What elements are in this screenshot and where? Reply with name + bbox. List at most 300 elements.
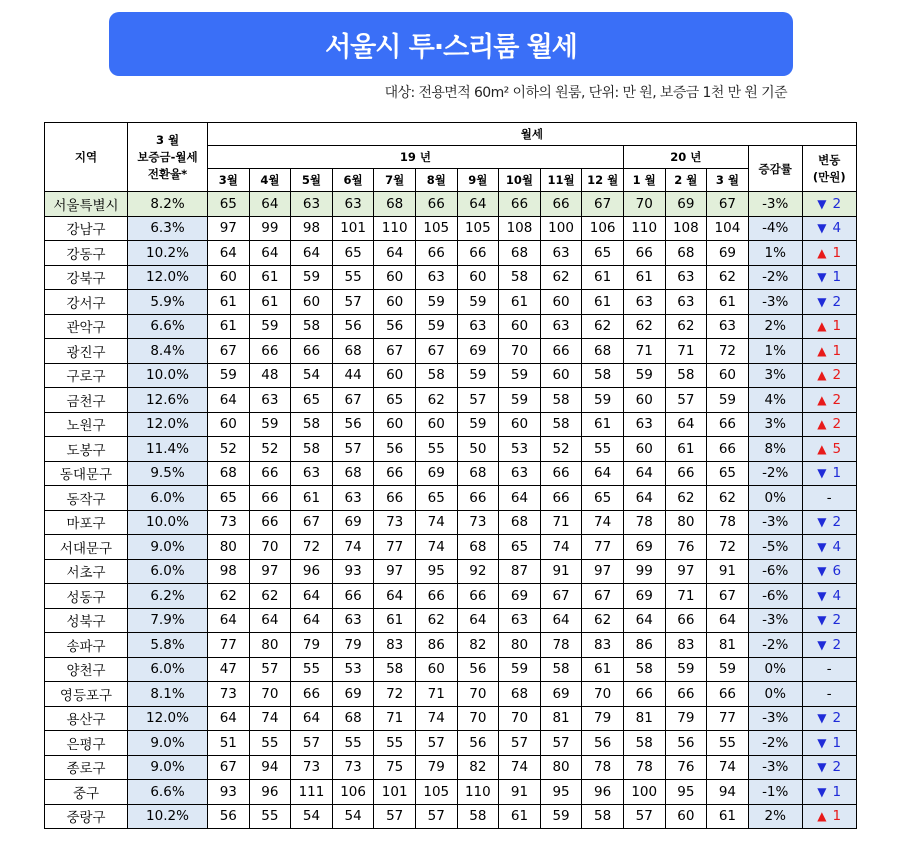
rent-value-cell: 56 <box>374 314 416 339</box>
header-month: 10월 <box>499 169 541 192</box>
rent-value-cell: 78 <box>540 633 582 658</box>
header-month: 9월 <box>457 169 499 192</box>
delta-value: 2 <box>832 710 842 727</box>
conversion-rate-cell: 6.2% <box>128 584 208 609</box>
region-cell: 서울특별시 <box>45 192 128 217</box>
header-month: 6월 <box>332 169 374 192</box>
change-rate-cell: -3% <box>748 755 802 780</box>
rent-value-cell: 58 <box>291 437 333 462</box>
table-row <box>45 314 857 339</box>
rent-value-cell: 77 <box>208 633 250 658</box>
delta-cell <box>802 265 856 290</box>
rent-value-cell: 66 <box>540 339 582 364</box>
rent-value-cell: 73 <box>208 510 250 535</box>
table-row <box>45 804 857 829</box>
rent-value-cell: 60 <box>623 388 665 413</box>
rent-value-cell: 61 <box>623 265 665 290</box>
rent-value-cell: 59 <box>707 657 749 682</box>
rent-value-cell: 68 <box>499 510 541 535</box>
region-cell: 마포구 <box>45 510 128 535</box>
conversion-rate-cell: 9.0% <box>128 755 208 780</box>
rent-value-cell: 52 <box>208 437 250 462</box>
region-cell: 서초구 <box>45 559 128 584</box>
rent-value-cell: 63 <box>291 461 333 486</box>
rent-value-cell: 63 <box>332 192 374 217</box>
rent-value-cell: 57 <box>540 731 582 756</box>
rent-value-cell: 64 <box>540 608 582 633</box>
rent-value-cell: 78 <box>623 755 665 780</box>
rent-value-cell: 63 <box>623 290 665 315</box>
table-row <box>45 535 857 560</box>
change-rate-cell: 4% <box>748 388 802 413</box>
rent-value-cell: 72 <box>374 682 416 707</box>
change-rate-cell: -3% <box>748 706 802 731</box>
rent-value-cell: 48 <box>249 363 291 388</box>
rent-value-cell: 80 <box>249 633 291 658</box>
delta-cell <box>802 486 856 511</box>
region-cell: 금천구 <box>45 388 128 413</box>
rent-value-cell: 74 <box>540 535 582 560</box>
region-cell: 은평구 <box>45 731 128 756</box>
delta-cell <box>802 755 856 780</box>
header-delta <box>802 146 856 192</box>
rent-value-cell: 73 <box>457 510 499 535</box>
change-rate-cell: 3% <box>748 363 802 388</box>
rent-value-cell: 73 <box>291 755 333 780</box>
conversion-rate-cell: 8.4% <box>128 339 208 364</box>
rent-value-cell: 60 <box>415 412 457 437</box>
rent-value-cell: 66 <box>291 682 333 707</box>
rent-value-cell: 54 <box>332 804 374 829</box>
rent-value-cell: 69 <box>457 339 499 364</box>
rent-value-cell: 58 <box>623 657 665 682</box>
rent-value-cell: 67 <box>291 510 333 535</box>
rent-value-cell: 62 <box>665 314 707 339</box>
rent-value-cell: 61 <box>582 265 624 290</box>
change-rate-cell: 0% <box>748 657 802 682</box>
rent-value-cell: 106 <box>332 780 374 805</box>
table-row <box>45 461 857 486</box>
rent-value-cell: 56 <box>208 804 250 829</box>
table-row <box>45 486 857 511</box>
rent-value-cell: 60 <box>499 412 541 437</box>
conversion-rate-cell: 10.2% <box>128 241 208 266</box>
rent-value-cell: 64 <box>623 461 665 486</box>
rent-value-cell: 59 <box>457 290 499 315</box>
header-delta-line2: (만원) <box>812 169 846 184</box>
delta-value: - <box>826 685 832 702</box>
delta-value: 1 <box>832 244 842 261</box>
rent-value-cell: 69 <box>332 682 374 707</box>
delta-cell <box>802 290 856 315</box>
rent-value-cell: 62 <box>582 608 624 633</box>
rent-value-cell: 65 <box>415 486 457 511</box>
rent-value-cell: 81 <box>707 633 749 658</box>
rent-value-cell: 67 <box>582 192 624 217</box>
delta-value: 1 <box>832 465 842 482</box>
rent-value-cell: 60 <box>208 412 250 437</box>
rent-value-cell: 64 <box>291 706 333 731</box>
rent-value-cell: 78 <box>623 510 665 535</box>
page-title: 서울시 투·스리룸 월세 <box>325 31 577 63</box>
triangle-down-icon: ▼ <box>817 637 827 652</box>
rent-value-cell: 63 <box>707 314 749 339</box>
table-row <box>45 216 857 241</box>
region-cell: 성북구 <box>45 608 128 633</box>
delta-cell <box>802 608 856 633</box>
rent-value-cell: 61 <box>707 290 749 315</box>
rent-value-cell: 79 <box>665 706 707 731</box>
table-row <box>45 657 857 682</box>
rent-value-cell: 69 <box>707 241 749 266</box>
region-cell: 양천구 <box>45 657 128 682</box>
rent-value-cell: 58 <box>457 804 499 829</box>
delta-value: 1 <box>832 783 842 800</box>
rent-value-cell: 64 <box>291 241 333 266</box>
conversion-rate-cell: 11.4% <box>128 437 208 462</box>
change-rate-cell: 1% <box>748 339 802 364</box>
delta-value: - <box>826 489 832 506</box>
change-rate-cell: 1% <box>748 241 802 266</box>
rent-value-cell: 66 <box>249 486 291 511</box>
region-cell: 동대문구 <box>45 461 128 486</box>
rent-value-cell: 58 <box>665 363 707 388</box>
rent-value-cell: 56 <box>665 731 707 756</box>
rent-value-cell: 61 <box>582 290 624 315</box>
rent-value-cell: 64 <box>208 241 250 266</box>
rent-value-cell: 67 <box>374 339 416 364</box>
rent-value-cell: 77 <box>374 535 416 560</box>
rent-value-cell: 66 <box>623 682 665 707</box>
conversion-rate-cell: 12.6% <box>128 388 208 413</box>
rent-value-cell: 50 <box>457 437 499 462</box>
rent-value-cell: 95 <box>665 780 707 805</box>
conversion-rate-cell: 5.8% <box>128 633 208 658</box>
rent-value-cell: 69 <box>499 584 541 609</box>
rent-value-cell: 59 <box>499 363 541 388</box>
rent-value-cell: 106 <box>582 216 624 241</box>
triangle-down-icon: ▼ <box>817 515 827 530</box>
rent-value-cell: 64 <box>582 461 624 486</box>
conversion-rate-cell: 6.3% <box>128 216 208 241</box>
rent-value-cell: 83 <box>582 633 624 658</box>
rent-value-cell: 59 <box>208 363 250 388</box>
rent-value-cell: 59 <box>415 290 457 315</box>
rent-value-cell: 86 <box>415 633 457 658</box>
header-delta-line1: 변동 <box>818 152 841 167</box>
header-change-rate: 증감률 <box>748 146 802 192</box>
rent-value-cell: 64 <box>208 706 250 731</box>
rent-value-cell: 63 <box>332 608 374 633</box>
rent-value-cell: 65 <box>582 241 624 266</box>
rent-value-cell: 110 <box>374 216 416 241</box>
conversion-rate-cell: 8.1% <box>128 682 208 707</box>
rent-value-cell: 67 <box>332 388 374 413</box>
change-rate-cell: 2% <box>748 804 802 829</box>
triangle-down-icon: ▼ <box>817 564 827 579</box>
rent-value-cell: 57 <box>623 804 665 829</box>
rent-value-cell: 72 <box>707 339 749 364</box>
rent-value-cell: 56 <box>374 437 416 462</box>
region-cell: 강동구 <box>45 241 128 266</box>
change-rate-cell: -3% <box>748 192 802 217</box>
conversion-rate-cell: 9.0% <box>128 535 208 560</box>
rent-value-cell: 56 <box>582 731 624 756</box>
rent-value-cell: 62 <box>582 314 624 339</box>
rent-value-cell: 63 <box>249 388 291 413</box>
rent-value-cell: 80 <box>499 633 541 658</box>
rent-value-cell: 60 <box>540 363 582 388</box>
rent-value-cell: 57 <box>374 804 416 829</box>
rent-value-cell: 58 <box>540 657 582 682</box>
region-cell: 종로구 <box>45 755 128 780</box>
subtitle-note: 대상: 전용면적 60m² 이하의 원룸, 단위: 만 원, 보증금 1천 만 원 기준 <box>384 85 787 101</box>
delta-value: 1 <box>832 318 842 335</box>
rent-value-cell: 64 <box>249 608 291 633</box>
table-row <box>45 755 857 780</box>
delta-cell <box>802 584 856 609</box>
rent-value-cell: 66 <box>707 682 749 707</box>
conversion-rate-cell: 7.9% <box>128 608 208 633</box>
delta-cell <box>802 780 856 805</box>
conversion-rate-cell: 10.0% <box>128 510 208 535</box>
delta-cell <box>802 657 856 682</box>
rent-value-cell: 97 <box>249 559 291 584</box>
rent-value-cell: 110 <box>623 216 665 241</box>
table-row <box>45 265 857 290</box>
rent-value-cell: 92 <box>457 559 499 584</box>
rent-value-cell: 64 <box>374 584 416 609</box>
rent-value-cell: 73 <box>374 510 416 535</box>
region-cell: 동작구 <box>45 486 128 511</box>
header-month: 3월 <box>208 169 250 192</box>
rent-value-cell: 83 <box>665 633 707 658</box>
change-rate-cell: -1% <box>748 780 802 805</box>
delta-value: 5 <box>832 440 842 457</box>
delta-value: 4 <box>832 538 842 555</box>
header-rent: 월세 <box>208 123 857 146</box>
rent-value-cell: 61 <box>582 657 624 682</box>
change-rate-cell: 3% <box>748 412 802 437</box>
rent-value-cell: 70 <box>249 535 291 560</box>
rent-value-cell: 80 <box>540 755 582 780</box>
rent-value-cell: 68 <box>374 192 416 217</box>
delta-cell <box>802 682 856 707</box>
table-row <box>45 584 857 609</box>
rent-value-cell: 54 <box>291 804 333 829</box>
rent-value-cell: 86 <box>623 633 665 658</box>
rent-value-cell: 66 <box>665 682 707 707</box>
triangle-up-icon: ▲ <box>817 343 827 358</box>
rent-value-cell: 62 <box>665 486 707 511</box>
delta-value: 2 <box>832 636 842 653</box>
rent-value-cell: 62 <box>415 608 457 633</box>
rent-value-cell: 56 <box>457 657 499 682</box>
delta-value: - <box>826 661 832 678</box>
rent-value-cell: 61 <box>499 804 541 829</box>
rent-value-cell: 67 <box>208 339 250 364</box>
rent-value-cell: 72 <box>291 535 333 560</box>
rent-value-cell: 98 <box>208 559 250 584</box>
rent-value-cell: 74 <box>415 510 457 535</box>
region-cell: 도봉구 <box>45 437 128 462</box>
rent-value-cell: 74 <box>582 510 624 535</box>
header-month: 8월 <box>415 169 457 192</box>
rent-value-cell: 68 <box>665 241 707 266</box>
rent-value-cell: 66 <box>707 412 749 437</box>
rent-value-cell: 67 <box>415 339 457 364</box>
triangle-down-icon: ▼ <box>817 588 827 603</box>
rent-value-cell: 96 <box>291 559 333 584</box>
rent-value-cell: 63 <box>665 265 707 290</box>
rent-value-cell: 59 <box>623 363 665 388</box>
header-month: 3 월 <box>707 169 749 192</box>
rent-value-cell: 64 <box>249 241 291 266</box>
rent-value-cell: 67 <box>208 755 250 780</box>
delta-value: 4 <box>832 220 842 237</box>
rent-value-cell: 57 <box>665 388 707 413</box>
rent-value-cell: 61 <box>249 265 291 290</box>
rent-value-cell: 71 <box>665 339 707 364</box>
conversion-rate-cell: 6.0% <box>128 657 208 682</box>
change-rate-cell: -3% <box>748 510 802 535</box>
rent-value-cell: 67 <box>707 192 749 217</box>
rent-value-cell: 67 <box>582 584 624 609</box>
rent-value-cell: 65 <box>707 461 749 486</box>
rent-value-cell: 68 <box>457 535 499 560</box>
rent-value-cell: 66 <box>457 486 499 511</box>
rent-value-cell: 53 <box>499 437 541 462</box>
rent-value-cell: 66 <box>540 461 582 486</box>
delta-value: 1 <box>832 734 842 751</box>
rent-value-cell: 71 <box>665 584 707 609</box>
rent-value-cell: 59 <box>499 388 541 413</box>
rent-value-cell: 87 <box>499 559 541 584</box>
rent-value-cell: 62 <box>707 265 749 290</box>
rent-value-cell: 66 <box>499 192 541 217</box>
rent-value-cell: 59 <box>291 265 333 290</box>
rent-value-cell: 74 <box>499 755 541 780</box>
rent-value-cell: 95 <box>540 780 582 805</box>
delta-cell <box>802 388 856 413</box>
triangle-up-icon: ▲ <box>817 245 827 260</box>
delta-cell <box>802 535 856 560</box>
rent-value-cell: 58 <box>499 265 541 290</box>
rent-value-cell: 64 <box>208 388 250 413</box>
rent-value-cell: 63 <box>623 412 665 437</box>
region-cell: 용산구 <box>45 706 128 731</box>
triangle-down-icon: ▼ <box>817 711 827 726</box>
rent-value-cell: 71 <box>374 706 416 731</box>
rent-value-cell: 66 <box>374 486 416 511</box>
table-row <box>45 608 857 633</box>
rent-value-cell: 108 <box>499 216 541 241</box>
rent-value-cell: 68 <box>332 461 374 486</box>
rent-value-cell: 63 <box>540 314 582 339</box>
delta-cell <box>802 192 856 217</box>
rent-value-cell: 59 <box>499 657 541 682</box>
rent-value-cell: 65 <box>332 241 374 266</box>
rent-value-cell: 63 <box>291 192 333 217</box>
rent-value-cell: 70 <box>457 682 499 707</box>
rent-value-cell: 65 <box>291 388 333 413</box>
delta-value: 2 <box>832 293 842 310</box>
rent-value-cell: 66 <box>332 584 374 609</box>
rent-value-cell: 76 <box>665 755 707 780</box>
rent-value-cell: 62 <box>415 388 457 413</box>
rent-value-cell: 55 <box>249 731 291 756</box>
rent-value-cell: 60 <box>415 657 457 682</box>
conversion-rate-cell: 12.0% <box>128 412 208 437</box>
rent-value-cell: 64 <box>291 608 333 633</box>
rent-value-cell: 66 <box>457 241 499 266</box>
region-cell: 중랑구 <box>45 804 128 829</box>
triangle-down-icon: ▼ <box>817 735 827 750</box>
triangle-down-icon: ▼ <box>817 784 827 799</box>
rent-value-cell: 60 <box>208 265 250 290</box>
region-cell: 노원구 <box>45 412 128 437</box>
header-month: 11월 <box>540 169 582 192</box>
rent-value-cell: 96 <box>582 780 624 805</box>
rent-value-cell: 68 <box>499 241 541 266</box>
table-row <box>45 363 857 388</box>
triangle-up-icon: ▲ <box>817 809 827 824</box>
table-row <box>45 339 857 364</box>
rent-value-cell: 55 <box>582 437 624 462</box>
rent-value-cell: 91 <box>499 780 541 805</box>
table-row <box>45 559 857 584</box>
rent-value-cell: 105 <box>415 216 457 241</box>
rent-value-cell: 64 <box>208 608 250 633</box>
header-rate-line1: 3 월 <box>155 132 180 147</box>
rent-value-cell: 91 <box>540 559 582 584</box>
rent-value-cell: 75 <box>374 755 416 780</box>
rent-value-cell: 111 <box>291 780 333 805</box>
rent-value-cell: 55 <box>291 657 333 682</box>
change-rate-cell: -2% <box>748 265 802 290</box>
rent-value-cell: 64 <box>249 192 291 217</box>
rent-value-cell: 77 <box>582 535 624 560</box>
rent-value-cell: 64 <box>623 486 665 511</box>
delta-cell <box>802 633 856 658</box>
rent-value-cell: 97 <box>582 559 624 584</box>
rent-value-cell: 74 <box>332 535 374 560</box>
rent-value-cell: 64 <box>665 412 707 437</box>
rent-value-cell: 61 <box>499 290 541 315</box>
rent-value-cell: 62 <box>249 584 291 609</box>
rent-value-cell: 66 <box>457 584 499 609</box>
rent-value-cell: 51 <box>208 731 250 756</box>
rent-value-cell: 93 <box>332 559 374 584</box>
rent-value-cell: 97 <box>665 559 707 584</box>
rent-value-cell: 57 <box>415 731 457 756</box>
region-cell: 광진구 <box>45 339 128 364</box>
rent-value-cell: 62 <box>707 486 749 511</box>
conversion-rate-cell: 9.0% <box>128 731 208 756</box>
rent-value-cell: 63 <box>415 265 457 290</box>
header-month: 7월 <box>374 169 416 192</box>
rent-value-cell: 71 <box>540 510 582 535</box>
rent-value-cell: 68 <box>332 706 374 731</box>
delta-cell <box>802 461 856 486</box>
rent-value-cell: 69 <box>665 192 707 217</box>
table-row <box>45 290 857 315</box>
rent-value-cell: 64 <box>291 584 333 609</box>
rent-value-cell: 65 <box>208 486 250 511</box>
change-rate-cell: -2% <box>748 633 802 658</box>
rent-value-cell: 74 <box>249 706 291 731</box>
rent-value-cell: 58 <box>582 804 624 829</box>
